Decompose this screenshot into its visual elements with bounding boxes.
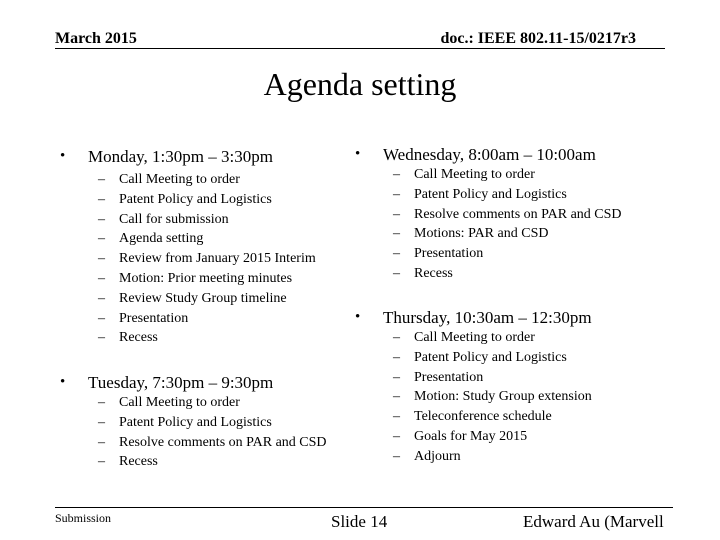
item-label: Patent Policy and Logistics	[414, 186, 567, 202]
bullet-marker: •	[355, 309, 361, 325]
item-label: Goals for May 2015	[414, 428, 528, 444]
dash-marker: –	[98, 330, 105, 346]
item-label: Call Meeting to order	[119, 395, 240, 410]
item-label: Adjourn	[414, 448, 461, 464]
item-label: Agenda setting	[119, 231, 204, 247]
item-label: Call Meeting to order	[414, 167, 535, 182]
dash-marker: –	[393, 448, 400, 464]
day-heading-wednesday: Wednesday, 8:00am – 10:00am	[383, 145, 596, 164]
dash-marker: –	[98, 310, 105, 326]
day-heading-monday: Monday, 1:30pm – 3:30pm	[88, 147, 273, 166]
bullet-marker: •	[355, 146, 361, 162]
header-date: March 2015	[55, 30, 137, 47]
item-label: Review Study Group timeline	[119, 290, 287, 306]
dash-marker: –	[98, 414, 105, 430]
footer-author: Edward Au (Marvell	[523, 512, 664, 531]
dash-marker: –	[98, 454, 105, 470]
item-label: Resolve comments on PAR and CSD	[119, 434, 327, 450]
dash-marker: –	[393, 389, 400, 405]
dash-marker: –	[98, 395, 105, 410]
dash-marker: –	[393, 349, 400, 365]
dash-marker: –	[393, 265, 400, 281]
dash-marker: –	[393, 428, 400, 444]
item-label: Motions: PAR and CSD	[414, 226, 549, 242]
item-label: Patent Policy and Logistics	[414, 349, 567, 365]
dash-marker: –	[98, 191, 105, 207]
dash-marker: –	[98, 270, 105, 286]
dash-marker: –	[393, 206, 400, 222]
item-label: Presentation	[119, 310, 189, 326]
item-label: Call Meeting to order	[119, 172, 240, 187]
dash-marker: –	[393, 186, 400, 202]
page-title: Agenda setting	[263, 66, 457, 102]
item-label: Patent Policy and Logistics	[119, 191, 272, 207]
dash-marker: –	[393, 246, 400, 262]
dash-marker: –	[393, 369, 400, 385]
header-doc-id: doc.: IEEE 802.11-15/0217r3	[440, 30, 636, 47]
bullet-marker: •	[60, 374, 66, 390]
bullet-marker: •	[60, 148, 66, 164]
dash-marker: –	[393, 330, 400, 345]
dash-marker: –	[98, 172, 105, 187]
item-label: Motion: Prior meeting minutes	[119, 270, 293, 286]
dash-marker: –	[98, 434, 105, 450]
item-label: Motion: Study Group extension	[414, 389, 592, 405]
dash-marker: –	[393, 167, 400, 182]
footer-rule	[55, 507, 673, 508]
dash-marker: –	[98, 231, 105, 247]
day-heading-thursday: Thursday, 10:30am – 12:30pm	[383, 308, 592, 327]
footer-submission: Submission	[55, 511, 112, 525]
dash-marker: –	[393, 409, 400, 425]
dash-marker: –	[98, 211, 105, 227]
item-label: Call Meeting to order	[414, 330, 535, 345]
day-heading-tuesday: Tuesday, 7:30pm – 9:30pm	[88, 373, 274, 392]
item-label: Recess	[414, 265, 453, 281]
dash-marker: –	[393, 226, 400, 242]
header-rule	[55, 48, 665, 49]
item-label: Presentation	[414, 246, 484, 262]
item-label: Patent Policy and Logistics	[119, 414, 272, 430]
dash-marker: –	[98, 290, 105, 306]
item-label: Call for submission	[119, 211, 229, 227]
dash-marker: –	[98, 251, 105, 267]
item-label: Resolve comments on PAR and CSD	[414, 206, 622, 222]
item-label: Review from January 2015 Interim	[119, 251, 316, 267]
item-label: Teleconference schedule	[414, 409, 552, 425]
item-label: Presentation	[414, 369, 484, 385]
item-label: Recess	[119, 454, 158, 470]
item-label: Recess	[119, 330, 158, 346]
footer-slide-number: Slide 14	[331, 512, 388, 531]
